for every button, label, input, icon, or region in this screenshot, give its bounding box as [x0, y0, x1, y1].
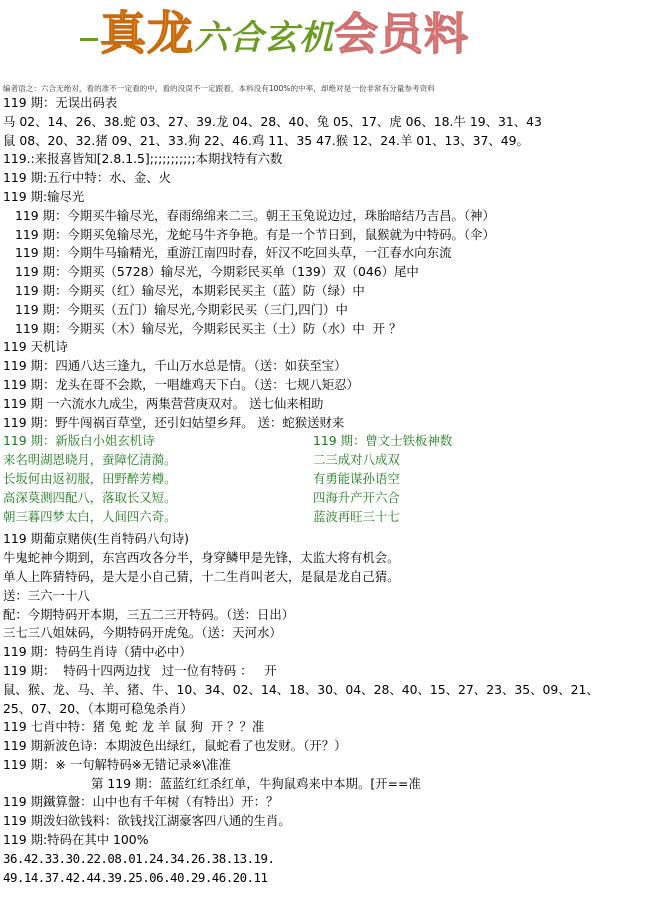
line-zodiac-numbers-2: 鼠 08、20、32.猪 09、21、33.狗 22、46.鸡 11、35 47.猴 12、24.羊 01、13、37、49。 — [3, 132, 529, 148]
green-row-4 — [3, 489, 643, 508]
line-lose-all-3: 119 期：今期牛马输精光，重游江南四时春，奸汉不吃回头草，一江春水向东流 — [15, 245, 452, 261]
line-zodiac-list-2: 25、07、20、（本期可稳兔杀肖） — [3, 700, 193, 716]
line-zodiac-poem-heading: 119 期：特码生肖诗（猜中必中） — [3, 644, 192, 660]
line-gift-1: 送：三六一十八 — [3, 587, 90, 603]
line-fourteen-search: 119 期： 特码十四两边找 过一位有特码 ： 开 — [3, 662, 277, 678]
green-right-3: 有勇能谋孙语空 — [313, 470, 400, 486]
line-lose-all-7: 119 期：今期买（木）输尽光，今期彩民买主（土）防（水）中 开 ？ — [15, 320, 402, 336]
line-lose-all-2: 119 期：今期买兔输尽光，龙蛇马牛齐争艳。有是一个节日到，鼠猴就为中特码。（伞） — [15, 226, 495, 242]
line-heaven-poem-heading: 119 天机诗 — [3, 339, 68, 355]
line-casino-poem-1: 牛鬼蛇神今期到，东宫西攻各分半，身穿鳞甲是先锋，太监大将有机会。 — [3, 550, 400, 566]
green-poem-block — [3, 432, 643, 451]
title-dash — [80, 38, 98, 41]
line-lose-all-5: 119 期：今期买（红）输尽光，本期彩民买主（蓝）防（绿）中 — [15, 282, 365, 298]
green-left-4: 高深莫测四配八，落取长又短。 — [3, 489, 177, 505]
green-row-5 — [3, 508, 643, 527]
line-sister-codes: 三七三八姐妹码，今期特码开虎兔。（送：天河水） — [3, 625, 282, 641]
line-heaven-poem-4: 119 期：野牛闯祸百草堂，还引妇姑望乡拜。 送：蛇猴送财来 — [3, 414, 345, 430]
line-issue-119: 第 119 期：蓝蓝红红杀红单，牛狗鼠鸡来中本期。[开==准 — [91, 775, 421, 791]
line-one-sentence: 119 期：※ 一句解特码※无错记录※\准准 — [3, 756, 231, 772]
green-row-3 — [3, 470, 643, 489]
line-number-list-2: 49.14.37.42.44.39.25.06.40.29.46.20.11 — [3, 869, 268, 885]
green-right-5: 蓝波再旺三十七 — [313, 508, 400, 524]
header-banner — [0, 0, 646, 80]
line-heaven-poem-3: 119 期 一六流水九成尘，两集营营庚双对。 送七仙来相助 — [3, 395, 324, 411]
line-lose-all-4: 119 期：今期买（5728）输尽光，今期彩民买单（139）双（046）尾中 — [15, 264, 419, 280]
line-match-1: 配：今期特码开本期，三五二三开特码。（送：日出） — [3, 606, 295, 622]
line-lose-all-heading: 119 期:输尽光 — [3, 188, 85, 204]
editor-note: 编者语之：六合无绝对，看的准不一定看的中，看的没误不一定跟着，本料没有100%的中率，却绝对是一份非常有分量参考资料 — [3, 84, 435, 93]
green-left-2: 来名明湖恩晓月，蚕障忆清漪。 — [3, 452, 177, 468]
title-part-2: 六合玄机 — [194, 18, 334, 58]
line-number-list-1: 36.42.33.30.22.08.01.24.34.26.38.13.19. — [3, 850, 275, 866]
green-left-1: 119 期：新版白小姐玄机诗 — [3, 433, 155, 449]
line-heaven-poem-1: 119 期：四通八达三逢九，千山万水总是情。（送：如获至宝） — [3, 358, 347, 374]
green-right-2: 二三成对八成双 — [313, 452, 400, 468]
line-casino-poem-2: 单人上阵猜特码，是大是小自己猜，十二生肖叫老大，是鼠是龙自己猜。 — [3, 568, 400, 584]
line-casino-poem-heading: 119 期葡京赌侠(生肖特码八句诗) — [3, 531, 189, 547]
line-good-news: 119.:来报喜皆知[2.8.1.5];;;;;;;;;;;本期找特有六数 — [3, 151, 283, 167]
title-part-3: 会员料 — [334, 9, 469, 60]
green-right-4: 四海升产开六合 — [313, 489, 400, 505]
line-seven-zodiac: 119 七肖中特：猪 兔 蛇 龙 羊 鼠 狗 开 ？？准 — [3, 719, 265, 735]
green-left-3: 长坂何由返初服，田野醉芳樽。 — [3, 470, 177, 486]
line-zodiac-list-1: 鼠、猴、龙、马、羊、猪、牛、10、34、02、14、18、30、04、28、40、15、27、23、35、09、21、 — [3, 681, 599, 697]
line-lose-all-1: 119 期：今期买牛输尽光，春雨绵绵来二三。朝王玉兔说边过，珠胎暗结乃吉昌。（神） — [15, 207, 495, 223]
line-shrew-money: 119 期泼妇欲钱料：欲钱找江湖豪客四八通的生肖。 — [3, 813, 291, 829]
green-row-2 — [3, 451, 643, 470]
line-no-error-table: 119 期：无误出码表 — [3, 95, 118, 110]
line-special-code-heading: 119 期:特码在其中 100% — [3, 832, 149, 848]
line-iron-abacus: 119 期鐵算盤：山中也有千年树（有特出）开：？ — [3, 794, 279, 810]
line-zodiac-numbers-1: 马 02、14、26、38.蛇 03、27、39.龙 04、28、40、兔 05、17、虎 06、18.牛 19、31、43 — [3, 113, 542, 129]
green-right-1: 119 期：曾文士铁板神数 — [313, 433, 453, 449]
line-heaven-poem-2: 119 期：龙头在哥不会欺，一唱雄鸡天下白。（送：七规八矩忍） — [3, 376, 359, 392]
page-title — [100, 2, 469, 69]
title-part-1: 真龙 — [100, 6, 194, 60]
line-five-elements: 119 期:五行中特：水、金、火 — [3, 170, 172, 186]
content-body — [3, 94, 643, 887]
green-left-5: 朝三暮四梦太白，人间四六奇。 — [3, 508, 177, 524]
line-lose-all-6: 119 期：今期买（五门）输尽光,今期彩民买（三门,四门）中 — [15, 301, 348, 317]
line-wave-color-poem: 119 期新波色诗：本期波色出绿红，鼠蛇看了也发财。（开？） — [3, 738, 347, 754]
